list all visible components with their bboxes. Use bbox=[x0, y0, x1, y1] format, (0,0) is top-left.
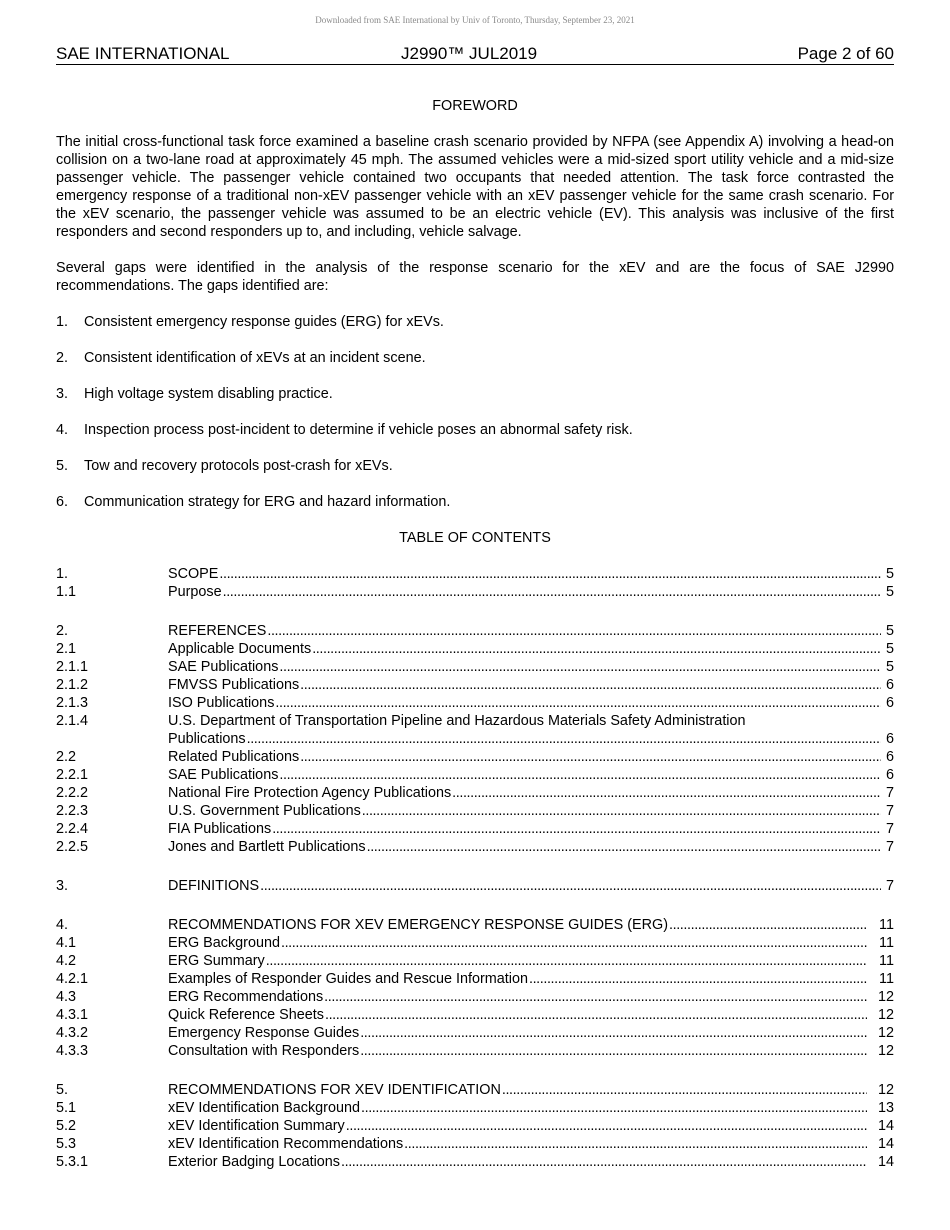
toc-entry[interactable] bbox=[56, 988, 894, 1006]
toc-entry-title: Publications bbox=[168, 731, 246, 747]
toc-entry-title: REFERENCES bbox=[168, 623, 267, 639]
toc-entry-number: 4.2 bbox=[56, 953, 77, 969]
toc-entry[interactable] bbox=[56, 766, 894, 784]
toc-leader-dots bbox=[325, 1006, 867, 1024]
toc-entry-title: SCOPE bbox=[168, 566, 219, 582]
list-item bbox=[56, 457, 894, 475]
toc-leader-dots bbox=[260, 877, 881, 895]
toc-entry-title: Consultation with Responders bbox=[168, 1043, 360, 1059]
toc-leader-dots bbox=[452, 784, 881, 802]
toc-entry-title: DEFINITIONS bbox=[168, 878, 260, 894]
toc-leader-dots bbox=[247, 730, 881, 748]
toc-entry-number: 2.1.3 bbox=[56, 695, 89, 711]
list-item-number: 3. bbox=[56, 386, 69, 402]
toc-entry[interactable] bbox=[56, 952, 894, 970]
toc-title: TABLE OF CONTENTS bbox=[399, 530, 551, 546]
list-item bbox=[56, 349, 894, 367]
toc-entry-page: 6 bbox=[885, 695, 894, 711]
page-header bbox=[56, 44, 894, 65]
toc-leader-dots bbox=[360, 1024, 867, 1042]
list-item-text: Consistent identification of xEVs at an incident scene. bbox=[84, 350, 426, 366]
toc-leader-dots bbox=[360, 1042, 867, 1060]
toc-entry-title: ERG Background bbox=[168, 935, 280, 951]
toc-entry-title: xEV Identification Background bbox=[168, 1100, 360, 1116]
toc-leader-dots bbox=[312, 640, 881, 658]
toc-leader-dots bbox=[324, 988, 867, 1006]
list-item-number: 1. bbox=[56, 314, 69, 330]
toc-entry-title: U.S. Government Publications bbox=[168, 803, 361, 819]
toc-entry[interactable] bbox=[56, 1099, 894, 1117]
toc-entry-title: Quick Reference Sheets bbox=[168, 1007, 324, 1023]
toc-entry-page: 12 bbox=[877, 1025, 894, 1041]
toc-entry-page: 12 bbox=[877, 1007, 894, 1023]
toc-entry-title: ERG Recommendations bbox=[168, 989, 324, 1005]
toc-entry[interactable] bbox=[56, 1117, 894, 1135]
header-document-id: J2990™ JUL2019 bbox=[401, 44, 538, 63]
toc-entry-page: 12 bbox=[877, 1082, 894, 1098]
toc-entry-title: ISO Publications bbox=[168, 695, 275, 711]
toc-entry[interactable] bbox=[56, 1006, 894, 1024]
toc-entry-number: 5.3 bbox=[56, 1136, 77, 1152]
toc-entry-number: 2.2.5 bbox=[56, 839, 89, 855]
toc-entry-page: 5 bbox=[885, 641, 894, 657]
toc-entry-page: 14 bbox=[877, 1118, 894, 1134]
toc-entry[interactable] bbox=[56, 784, 894, 802]
toc-entry-page: 5 bbox=[885, 584, 894, 600]
toc-entry[interactable] bbox=[56, 838, 894, 856]
toc-entry-page: 7 bbox=[885, 878, 894, 894]
toc-entry[interactable] bbox=[56, 1153, 894, 1171]
toc-entry-page: 12 bbox=[877, 1043, 894, 1059]
toc-entry-title: Exterior Badging Locations bbox=[168, 1154, 340, 1170]
toc-entry[interactable] bbox=[56, 1135, 894, 1153]
toc-entry-title: xEV Identification Summary bbox=[168, 1118, 345, 1134]
toc-entry-number: 5. bbox=[56, 1082, 69, 1098]
toc-entry-number: 4. bbox=[56, 917, 69, 933]
toc-entry-number: 5.3.1 bbox=[56, 1154, 89, 1170]
toc-leader-dots bbox=[275, 694, 881, 712]
toc-entry-number: 4.3.3 bbox=[56, 1043, 89, 1059]
toc-entry-number: 2. bbox=[56, 623, 69, 639]
foreword-paragraph-2: Several gaps were identified in the analysis of the response scenario for the xEV and are the focus of SAE J2990 recommendations. The gaps identified are: bbox=[56, 260, 894, 294]
toc-entry-page: 6 bbox=[885, 677, 894, 693]
list-item-text: Consistent emergency response guides (ERG) for xEVs. bbox=[84, 314, 444, 330]
toc-entry-page: 11 bbox=[879, 953, 894, 969]
list-item bbox=[56, 313, 894, 331]
page-content bbox=[56, 97, 894, 1171]
toc-entry[interactable] bbox=[56, 802, 894, 820]
toc-entry-number bbox=[56, 730, 168, 748]
toc-entry-title: U.S. Department of Transportation Pipeline and Hazardous Materials Safety Administration bbox=[168, 713, 746, 729]
toc-entry[interactable] bbox=[56, 694, 894, 712]
toc-entry-page: 14 bbox=[877, 1136, 894, 1152]
toc-leader-dots bbox=[404, 1135, 867, 1153]
toc-entry-number: 2.2.4 bbox=[56, 821, 89, 837]
toc-leader-dots bbox=[367, 838, 881, 856]
toc-leader-dots bbox=[341, 1153, 867, 1171]
toc-entry-page: 7 bbox=[885, 803, 894, 819]
foreword-paragraph-1: The initial cross-functional task force examined a baseline crash scenario provided by NFPA (see Appendix A) involving a head-on collision on a two-lane road at approximately 45 mph. The assumed vehicles were a mid-sized sport utility vehicle and a mid-size passenger vehicle. The passenger vehicle contained two occupants that needed attention. The task force contrasted the emergency response of a traditional non-xEV passenger vehicle with an xEV passenger vehicle for the same crash scenario. For the xEV scenario, the passenger vehicle was assumed to be an electric vehicle (EV). This analysis was inclusive of the first responders and second responders up to, and including, vehicle salvage. bbox=[56, 134, 894, 240]
list-item bbox=[56, 385, 894, 403]
toc-leader-dots bbox=[669, 916, 867, 934]
list-item bbox=[56, 493, 894, 511]
list-item-text: Tow and recovery protocols post-crash for xEVs. bbox=[84, 458, 393, 474]
toc-entry-number: 2.1 bbox=[56, 641, 77, 657]
toc-entry-page: 6 bbox=[885, 731, 894, 747]
download-note: Downloaded from SAE International by Univ of Toronto, Thursday, September 23, 2021 bbox=[315, 15, 635, 25]
toc-leader-dots bbox=[362, 802, 881, 820]
toc-entry-page: 14 bbox=[877, 1154, 894, 1170]
toc-entry[interactable] bbox=[56, 1024, 894, 1042]
toc-entry[interactable] bbox=[56, 934, 894, 952]
list-item bbox=[56, 421, 894, 439]
toc-entry-number: 4.3 bbox=[56, 989, 77, 1005]
toc-entry-page: 5 bbox=[885, 659, 894, 675]
list-item-text: Communication strategy for ERG and hazard information. bbox=[84, 494, 451, 510]
toc-entry-page: 6 bbox=[885, 749, 894, 765]
toc-leader-dots bbox=[346, 1117, 867, 1135]
toc-entry-title: SAE Publications bbox=[168, 659, 279, 675]
toc-entry[interactable] bbox=[56, 640, 894, 658]
toc-leader-dots bbox=[279, 766, 881, 784]
toc-entry[interactable] bbox=[56, 565, 894, 583]
toc-leader-dots bbox=[300, 676, 881, 694]
toc-entry-title: SAE Publications bbox=[168, 767, 279, 783]
toc-entry-number: 2.2.1 bbox=[56, 767, 89, 783]
toc-entry[interactable] bbox=[56, 730, 894, 748]
toc-entry-title: Applicable Documents bbox=[168, 641, 312, 657]
toc-entry-number: 2.1.2 bbox=[56, 677, 89, 693]
toc-entry-number: 5.1 bbox=[56, 1100, 77, 1116]
toc-entry-page: 11 bbox=[879, 917, 894, 933]
toc-entry-title: FIA Publications bbox=[168, 821, 272, 837]
toc-leader-dots bbox=[219, 565, 881, 583]
toc-entry[interactable] bbox=[56, 583, 894, 601]
toc-entry-number: 4.3.1 bbox=[56, 1007, 89, 1023]
toc-entry-title: Related Publications bbox=[168, 749, 300, 765]
toc-leader-dots bbox=[272, 820, 881, 838]
toc-leader-dots bbox=[361, 1099, 867, 1117]
toc-entry-number: 1.1 bbox=[56, 584, 77, 600]
toc-entry-title: ERG Summary bbox=[168, 953, 265, 969]
toc-entry-title: FMVSS Publications bbox=[168, 677, 300, 693]
toc-entry[interactable] bbox=[56, 877, 894, 895]
toc-entry-page: 5 bbox=[885, 566, 894, 582]
toc-entry-number: 5.2 bbox=[56, 1118, 77, 1134]
toc-entry-number: 4.2.1 bbox=[56, 971, 89, 987]
toc-entry[interactable] bbox=[56, 622, 894, 640]
toc-entry-title: Emergency Response Guides bbox=[168, 1025, 360, 1041]
toc-entry-title: National Fire Protection Agency Publications bbox=[168, 785, 452, 801]
toc-leader-dots bbox=[300, 748, 881, 766]
toc-entry-number: 4.3.2 bbox=[56, 1025, 89, 1041]
list-item-text: High voltage system disabling practice. bbox=[84, 386, 333, 402]
toc-leader-dots bbox=[502, 1081, 867, 1099]
list-item-number: 2. bbox=[56, 350, 69, 366]
toc-leader-dots bbox=[266, 952, 867, 970]
toc-entry-title: xEV Identification Recommendations bbox=[168, 1136, 404, 1152]
toc-entry[interactable] bbox=[56, 1042, 894, 1060]
toc-entry-title: RECOMMENDATIONS FOR XEV EMERGENCY RESPONSE GUIDES (ERG) bbox=[168, 917, 669, 933]
toc-entry-title: Jones and Bartlett Publications bbox=[168, 839, 366, 855]
toc-entry-number: 2.2 bbox=[56, 749, 77, 765]
toc-entry-page: 7 bbox=[885, 785, 894, 801]
toc-entry-page: 7 bbox=[885, 821, 894, 837]
toc-entry-page: 5 bbox=[885, 623, 894, 639]
foreword-title: FOREWORD bbox=[432, 98, 518, 114]
toc-entry-page: 13 bbox=[877, 1100, 894, 1116]
toc-leader-dots bbox=[279, 658, 881, 676]
toc-entry-number: 1. bbox=[56, 566, 69, 582]
toc-entry-page: 7 bbox=[885, 839, 894, 855]
list-item-number: 6. bbox=[56, 494, 69, 510]
toc-entry[interactable] bbox=[56, 748, 894, 766]
table-of-contents bbox=[56, 565, 894, 1171]
toc-entry[interactable] bbox=[56, 676, 894, 694]
gaps-list bbox=[56, 313, 894, 511]
toc-entry-number: 2.2.2 bbox=[56, 785, 89, 801]
toc-leader-dots bbox=[529, 970, 867, 988]
header-organization: SAE INTERNATIONAL bbox=[56, 44, 230, 63]
toc-entry-number: 4.1 bbox=[56, 935, 77, 951]
toc-entry-page: 12 bbox=[877, 989, 894, 1005]
toc-entry-title: Examples of Responder Guides and Rescue Information bbox=[168, 971, 528, 987]
toc-entry[interactable] bbox=[56, 916, 894, 934]
toc-entry-number: 3. bbox=[56, 878, 69, 894]
toc-entry-page: 6 bbox=[885, 767, 894, 783]
toc-entry[interactable] bbox=[56, 820, 894, 838]
toc-entry-page: 11 bbox=[879, 935, 894, 951]
toc-entry-number: 2.1.1 bbox=[56, 659, 89, 675]
toc-entry-number: 2.2.3 bbox=[56, 803, 89, 819]
toc-leader-dots bbox=[223, 583, 881, 601]
toc-entry[interactable] bbox=[56, 712, 894, 730]
toc-entry-title: Purpose bbox=[168, 584, 222, 600]
toc-entry-page: 11 bbox=[879, 971, 894, 987]
toc-leader-dots bbox=[267, 622, 881, 640]
list-item-number: 4. bbox=[56, 422, 69, 438]
toc-entry-number: 2.1.4 bbox=[56, 713, 89, 729]
list-item-number: 5. bbox=[56, 458, 69, 474]
toc-entry[interactable] bbox=[56, 658, 894, 676]
toc-entry[interactable] bbox=[56, 1081, 894, 1099]
toc-leader-dots bbox=[281, 934, 867, 952]
list-item-text: Inspection process post-incident to determine if vehicle poses an abnormal safety risk. bbox=[84, 422, 633, 438]
toc-entry-title: RECOMMENDATIONS FOR XEV IDENTIFICATION bbox=[168, 1082, 501, 1098]
toc-entry[interactable] bbox=[56, 970, 894, 988]
header-page-number: Page 2 of 60 bbox=[797, 44, 894, 63]
